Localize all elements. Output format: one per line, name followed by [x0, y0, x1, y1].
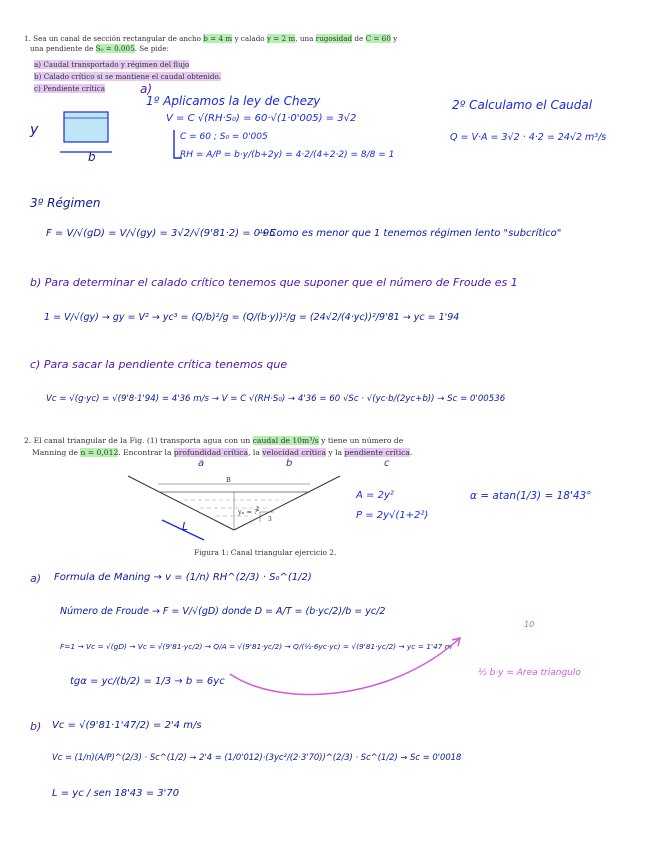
sol1-data2: RH = A/P = b·y/(b+2y) = 4·2/(4+2·2) = 8/8 = 1 — [180, 150, 395, 160]
p1-item-a: a) Caudal transportado y régimen del flujo — [34, 60, 190, 69]
sol1-part-c: c) Para sacar la pendiente crítica tenemos que — [30, 358, 288, 371]
label-b: b — [286, 458, 293, 469]
p1-text: 1. Sea un canal de sección rectangular de ancho — [24, 34, 204, 43]
p2-highlight-vel: velocidad crítica — [262, 448, 326, 457]
sol1-step3-title: 3º Régimen — [30, 196, 101, 210]
sol1-caudal: Q = V·A = 3√2 · 4·2 = 24√2 m³/s — [450, 132, 607, 143]
p1-highlight-rug: rugosidad — [315, 34, 353, 43]
p1-text: de — [352, 34, 366, 43]
sol2-q-note: 10 — [524, 620, 535, 629]
sol2-L: L = yc / sen 18'43 = 3'70 — [52, 788, 180, 799]
sol2-a-label: a) — [30, 572, 42, 585]
fig-slope-1: 1 — [256, 506, 260, 513]
p1-text: y — [390, 34, 398, 43]
p1-text: y calado — [232, 34, 267, 43]
sol1-chezy: V = C √(RH·S₀) = 60·√(1·0'005) = 3√2 — [166, 113, 357, 124]
sol2-area-triangle-note: ½ b·y = Area triangulo — [478, 668, 581, 678]
sol1-froude-comment: → Como es menor que 1 tenemos régimen lento "subcrítico" — [258, 228, 562, 239]
sol2-tg: tgα = yc/(b/2) = 1/3 → b = 6yc — [70, 676, 225, 687]
diagram-b-label: b — [88, 150, 96, 164]
sol2-froude-number: Número de Froude → F = V/√(gD) donde D = A/T = (b·yc/2)/b = yc/2 — [60, 606, 386, 617]
p1-text: una pendiente de — [30, 44, 96, 53]
sol2-f1: F=1 → Vc = √(gD) → Vc = √(9'81·yc/2) → Q/A = √(9'81·yc/2) → Q/(½·6yc·yc) = √(9'81·yc/2) → yc = 1'47 m — [60, 642, 452, 651]
fig-yn-label: yₙ = ? — [238, 508, 258, 516]
sol1-brace — [168, 128, 184, 168]
problem1-statement — [24, 34, 397, 43]
p2-highlight-prof: profundidad crítica — [173, 448, 249, 457]
sol2-b-label: b) — [30, 720, 42, 733]
alpha-eq: α = atan(1/3) = 18'43° — [470, 490, 592, 502]
sol2-manning: Formula de Maning → v = (1/n) RH^(2/3) · S₀^(1/2) — [54, 572, 312, 583]
sol1-b-eq: 1 = V/√(gy) → gy = V² → yc³ = (Q/b)²/g = (Q/(b·y))²/g = (24√2/(4·yc))²/9'81 → yc = 1'94 — [44, 312, 460, 323]
fig-B-label: B — [226, 476, 231, 484]
area-eq: A = 2y² — [356, 490, 394, 501]
figure-caption: Figura 1: Canal triangular ejercicio 2. — [194, 548, 337, 557]
p1-item-b: b) Calado crítico si se mantiene el caudal obtenido. — [34, 72, 222, 81]
p2-highlight-n: n = 0,012 — [80, 448, 119, 457]
diagram-y-label: y — [30, 122, 39, 138]
p1-item-c: c) Pendiente crítica — [34, 84, 105, 93]
sol1-part-b: b) Para determinar el calado crítico tenemos que suponer que el número de Froude es 1 — [30, 276, 518, 289]
pink-arrow-annotation — [220, 630, 470, 710]
p1-highlight-b: b = 4 m — [203, 34, 233, 43]
fig-L-label: L — [182, 520, 189, 533]
problem1-statement-line2 — [30, 44, 169, 53]
problem2-statement: 2. El canal triangular de la Fig. (1) transporta agua con un caudal de 10m³/s y tiene un número de — [24, 436, 404, 445]
triangular-channel-figure — [124, 466, 344, 548]
p1-highlight-s: S₀ = 0.005 — [95, 44, 135, 53]
rect-channel-diagram — [30, 108, 120, 168]
sol2-vc2: Vc = (1/n)(A/P)^(2/3) · Sc^(1/2) → 2'4 = (1/0'012)·(3yc²/(2·3'70))^(2/3) · Sc^(1/2) → Sc = 0'0018 — [52, 752, 462, 762]
label-a: a — [198, 458, 205, 469]
sol2-vc: Vc = √(9'81·1'47/2) = 2'4 m/s — [52, 720, 202, 731]
p2-highlight-caudal: caudal de 10m³/s — [252, 436, 319, 445]
fig-slope-3: 3 — [268, 516, 272, 523]
p1-text: . Se pide: — [134, 44, 169, 53]
perimeter-eq: P = 2y√(1+2²) — [356, 510, 429, 521]
problem2-statement-line2: Manning de n = 0,012. Encontrar la profundidad crítica, la velocidad crítica y la pendiente crítica. — [32, 448, 413, 457]
sol1-part-a-label: a) — [140, 82, 153, 96]
p1-highlight-c: C = 60 — [365, 34, 391, 43]
label-c: c — [384, 458, 390, 469]
p2-highlight-pend: pendiente crítica — [344, 448, 410, 457]
sol1-data1: C = 60 ; S₀ = 0'005 — [180, 132, 268, 142]
p1-highlight-y: y = 2 m — [266, 34, 296, 43]
sol1-step1-title: 1º Aplicamos la ley de Chezy — [146, 94, 321, 108]
sol1-c-eq: Vc = √(g·yc) = √(9'8·1'94) = 4'36 m/s → V = C √(RH·S₀) → 4'36 = 60 √Sc · √(yc·b/(2yc+b)) → Sc = 0'00536 — [46, 394, 506, 404]
sol1-froude: F = V/√(gD) = V/√(gy) = 3√2/√(9'81·2) = 0'95 — [46, 228, 276, 239]
sol1-step2-title: 2º Calculamo el Caudal — [452, 98, 593, 112]
p1-text: , una — [295, 34, 316, 43]
